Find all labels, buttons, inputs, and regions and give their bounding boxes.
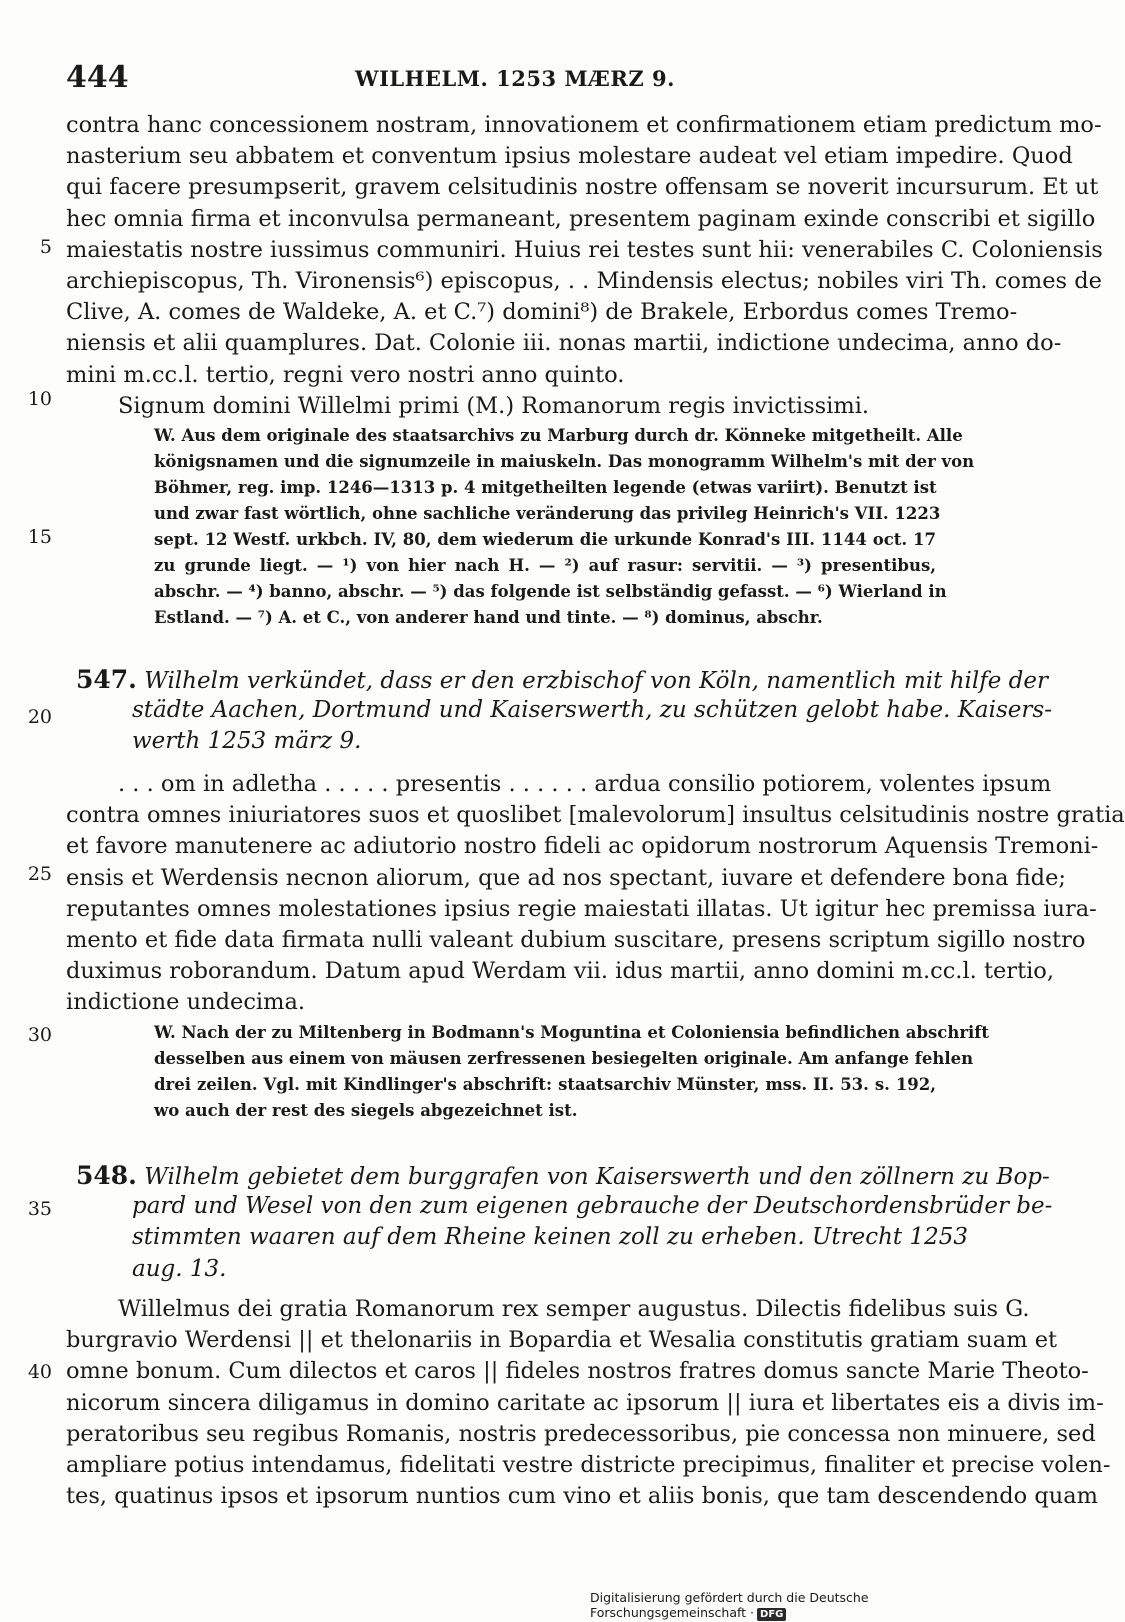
document-548-heading xyxy=(76,1160,1053,1285)
document-547-text xyxy=(66,769,1125,1019)
document-548-text xyxy=(66,1294,1111,1512)
text-line: reputantes omnes molestationes ipsius regie maiestati illatas. Ut igitur hec premissa iura- xyxy=(66,895,1097,922)
note-line: W. Nach der zu Miltenberg in Bodmann's Moguntina et Coloniensia befindlichen abschrift xyxy=(154,1023,990,1042)
text-line: qui facere presumpserit, gravem celsitudinis nostre offensam se noverit incursurum. Et ut xyxy=(66,174,1099,201)
line-number: 40 xyxy=(27,1361,52,1383)
line-number: 10 xyxy=(27,388,52,410)
text-line: nasterium seu abbatem et conventum ipsius molestare audeat vel etiam impedire. Quod xyxy=(66,143,1073,170)
text-line: tes, quatinus ipsos et ipsorum nuntios cum vino et aliis bonis, que tam descendendo quam xyxy=(66,1483,1099,1510)
text-line: maiestatis nostre iussimus communiri. Huius rei testes sunt hii: venerabiles C. Coloniensis xyxy=(66,236,1103,263)
note-line: königsnamen und die signumzeile in maiuskeln. Das monogramm Wilhelm's mit der von xyxy=(154,452,975,471)
regest-line: stimmten waaren auf dem Rheine keinen zoll zu erheben. Utrecht 1253 xyxy=(132,1224,968,1251)
note-line: und zwar fast wörtlich, ohne sachliche veränderung das privileg Heinrich's VII. 1223 xyxy=(154,504,941,523)
note-line: W. Aus dem originale des staatsarchivs zu Marburg durch dr. Könneke mitgetheilt. Alle xyxy=(154,426,963,445)
document-number: 547. xyxy=(76,665,137,694)
regest-line: städte Aachen, Dortmund und Kaiserswerth, zu schützen gelobt habe. Kaisers- xyxy=(132,697,1052,724)
text-line: contra hanc concessionem nostram, innovationem et confirmationem etiam predictum mo- xyxy=(66,112,1102,138)
note-line: Böhmer, reg. imp. 1246—1313 p. 4 mitgetheilten legende (etwas variirt). Benutzt ist xyxy=(154,478,937,497)
regest-line xyxy=(76,1160,1050,1191)
document-number: 548. xyxy=(76,1161,137,1190)
text-line: nicorum sincera diligamus in domino caritate ac ipsorum || iura et libertates eis a divis im- xyxy=(66,1389,1104,1416)
running-header xyxy=(0,52,1000,95)
text-line: archiepiscopus, Th. Vironensis⁶) episcopus, . . Mindensis electus; nobiles viri Th. comes de xyxy=(66,267,1102,294)
regest-line: aug. 13. xyxy=(132,1255,227,1282)
regest-text: Wilhelm gebietet dem burggrafen von Kaiserswerth und den zöllnern zu Bop- xyxy=(144,1164,1050,1190)
regest-line: werth 1253 märz 9. xyxy=(132,728,362,755)
signum-line: Signum domini Willelmi primi (M.) Romanorum regis invictissimi. xyxy=(118,392,870,419)
text-line: contra omnes iniuriatores suos et quoslibet [malevolorum] insultus celsitudinis nostre gratia xyxy=(66,802,1125,829)
text-line: . . . om in adletha . . . . . presentis . . . . . . ardua consilio potiorem, volentes ipsum xyxy=(118,771,1052,797)
text-line: indictione undecima. xyxy=(66,989,306,1016)
footnote-546 xyxy=(154,423,975,631)
text-line: hec omnia firma et inconvulsa permaneant, presentem paginam exinde conscribi et sigillo xyxy=(66,205,1096,232)
page-number: 444 xyxy=(66,60,129,95)
line-number: 5 xyxy=(39,236,52,258)
text-line: ensis et Werdensis necnon aliorum, que ad nos spectant, iuvare et defendere bona fide; xyxy=(66,864,1066,891)
note-line: zu grunde liegt. — ¹) von hier nach H. — ²) auf rasur: servitii. — ³) presentibus, xyxy=(154,556,936,575)
digitization-footer xyxy=(590,1590,1000,1621)
text-line: peratoribus seu regibus Romanis, nostris predecessoribus, pie concessa non minuere, sed xyxy=(66,1420,1096,1447)
text-line: et favore manutenere ac adiutorio nostro fideli ac opidorum nostrorum Aquensis Tremoni- xyxy=(66,833,1099,860)
line-number: 25 xyxy=(27,863,52,885)
regest-line xyxy=(76,664,1049,695)
note-line: wo auch der rest des siegels abgezeichnet ist. xyxy=(154,1101,578,1120)
line-number: 30 xyxy=(27,1024,52,1046)
regest-text: Wilhelm verkündet, dass er den erzbischof von Köln, namentlich mit hilfe der xyxy=(144,668,1049,694)
text-line: Clive, A. comes de Waldeke, A. et C.⁷) domini⁸) de Brakele, Erbordus comes Tremo- xyxy=(66,299,1018,326)
document-547-heading xyxy=(76,664,1052,758)
text-line: Willelmus dei gratia Romanorum rex semper augustus. Dilectis fidelibus suis G. xyxy=(118,1296,1030,1322)
text-line: mini m.cc.l. tertio, regni vero nostri anno quinto. xyxy=(66,361,625,388)
text-line: ampliare potius intendamus, fidelitati vestre districte precipimus, finaliter et precise volen- xyxy=(66,1451,1111,1478)
running-head: WILHELM. 1253 MÆRZ 9. xyxy=(355,66,675,91)
dfg-logo: DFG xyxy=(757,1608,786,1621)
note-line: abschr. — ⁴) banno, abschr. — ⁵) das folgende ist selbständig gefasst. — ⁶) Wierland in xyxy=(154,582,947,601)
note-line: desselben aus einem von mäusen zerfressenen besiegelten originale. Am anfange fehlen xyxy=(154,1049,974,1068)
regest-line: pard und Wesel von den zum eigenen gebrauche der Deutschordensbrüder be- xyxy=(132,1193,1053,1220)
note-line: Estland. — ⁷) A. et C., von anderer hand und tinte. — ⁸) dominus, abschr. xyxy=(154,608,823,627)
line-number: 15 xyxy=(27,526,52,548)
line-number: 35 xyxy=(27,1198,52,1220)
text-line: mento et fide data firmata nulli valeant dubium suscitare, presens scriptum sigillo nostro xyxy=(66,926,1086,953)
text-line: omne bonum. Cum dilectos et caros || fideles nostros fratres domus sancte Marie Theoto- xyxy=(66,1358,1089,1385)
line-number: 20 xyxy=(27,706,52,728)
text-line: burgravio Werdensi || et thelonariis in Bopardia et Wesalia constitutis gratiam suam et xyxy=(66,1327,1058,1354)
text-line: niensis et alii quamplures. Dat. Colonie iii. nonas martii, indictione undecima, anno do- xyxy=(66,330,1062,357)
note-line: drei zeilen. Vgl. mit Kindlinger's abschrift: staatsarchiv Münster, mss. II. 53. s. 192, xyxy=(154,1075,936,1094)
footnote-547 xyxy=(154,1020,990,1124)
text-line: duximus roborandum. Datum apud Werdam vii. idus martii, anno domini m.cc.l. tertio, xyxy=(66,958,1055,985)
footer-text: Digitalisierung gefördert durch die Deutsche Forschungsgemeinschaft · xyxy=(590,1590,869,1620)
note-line: sept. 12 Westf. urkbch. IV, 80, dem wiederum die urkunde Konrad's III. 1144 oct. 17 xyxy=(154,530,936,549)
document-546-continuation xyxy=(66,110,1103,422)
